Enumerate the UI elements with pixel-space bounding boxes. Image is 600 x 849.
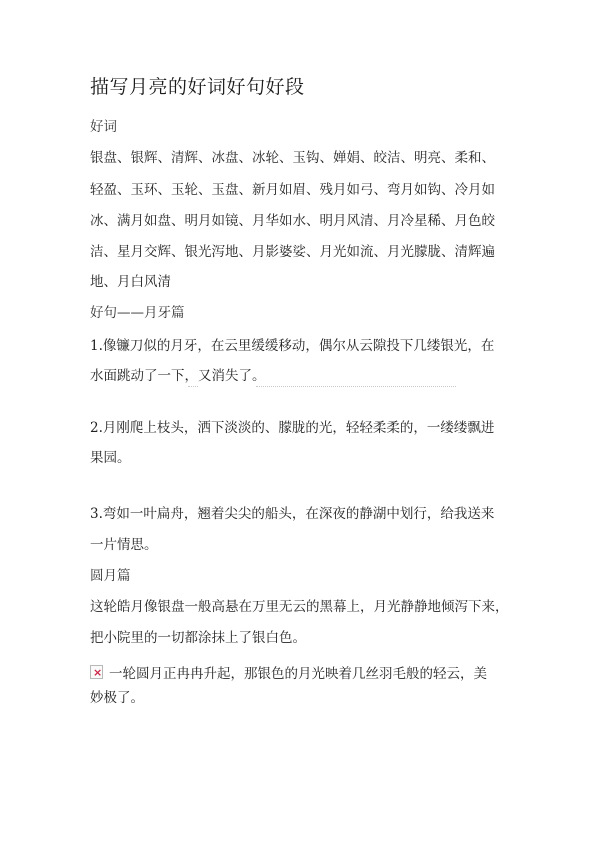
dotted-divider xyxy=(188,386,198,387)
crescent-sentence-3-line: 3.弯如一叶扁舟，翘着尖尖的船头，在深夜的静湖中划行，给我送来 xyxy=(90,506,495,522)
good-words-line: 洁、星月交辉、银光泻地、月影婆娑、月光如流、月光朦胧、清辉遍 xyxy=(90,244,495,260)
broken-image-icon xyxy=(90,665,103,679)
crescent-sentence-1-line: 水面跳动了一下，又消失了。 xyxy=(90,368,266,384)
full-moon-paragraph-2-line xyxy=(90,664,487,684)
section-heading-crescent: 好句——月牙篇 xyxy=(90,305,185,321)
full-moon-paragraph-1-line: 把小院里的一切都涂抹上了银白色。 xyxy=(90,630,306,646)
full-moon-paragraph-2-text: 一轮圆月正冉冉升起，那银色的月光映着几丝羽毛般的轻云，美 xyxy=(109,666,487,682)
good-words-line: 轻盈、玉环、玉轮、玉盘、新月如眉、残月如弓、弯月如钩、冷月如 xyxy=(90,182,495,198)
good-words-line: 地、月白风清 xyxy=(90,274,171,290)
crescent-sentence-2-line: 果园。 xyxy=(90,450,131,466)
dotted-divider xyxy=(256,386,456,387)
section-heading-good-words: 好词 xyxy=(90,119,117,135)
crescent-sentence-3-line: 一片情思。 xyxy=(90,537,158,553)
full-moon-paragraph-2-line: 妙极了。 xyxy=(90,690,144,706)
crescent-sentence-2-line: 2.月刚爬上枝头，洒下淡淡的、朦胧的光，轻轻柔柔的，一缕缕飘进 xyxy=(90,420,495,436)
good-words-line: 冰、满月如盘、明月如镜、月华如水、明月风清、月冷星稀、月色皎 xyxy=(90,213,495,229)
section-heading-full-moon: 圆月篇 xyxy=(90,568,131,584)
document-title: 描写月亮的好词好句好段 xyxy=(90,76,305,98)
crescent-sentence-1-line: 1.像镰刀似的月牙，在云里缓缓移动，偶尔从云隙投下几缕银光，在 xyxy=(90,338,495,354)
good-words-line: 银盘、银辉、清辉、冰盘、冰轮、玉钩、婵娟、皎洁、明亮、柔和、 xyxy=(90,150,495,166)
full-moon-paragraph-1-line: 这轮皓月像银盘一般高悬在万里无云的黑幕上，月光静静地倾泻下来， xyxy=(90,599,509,615)
